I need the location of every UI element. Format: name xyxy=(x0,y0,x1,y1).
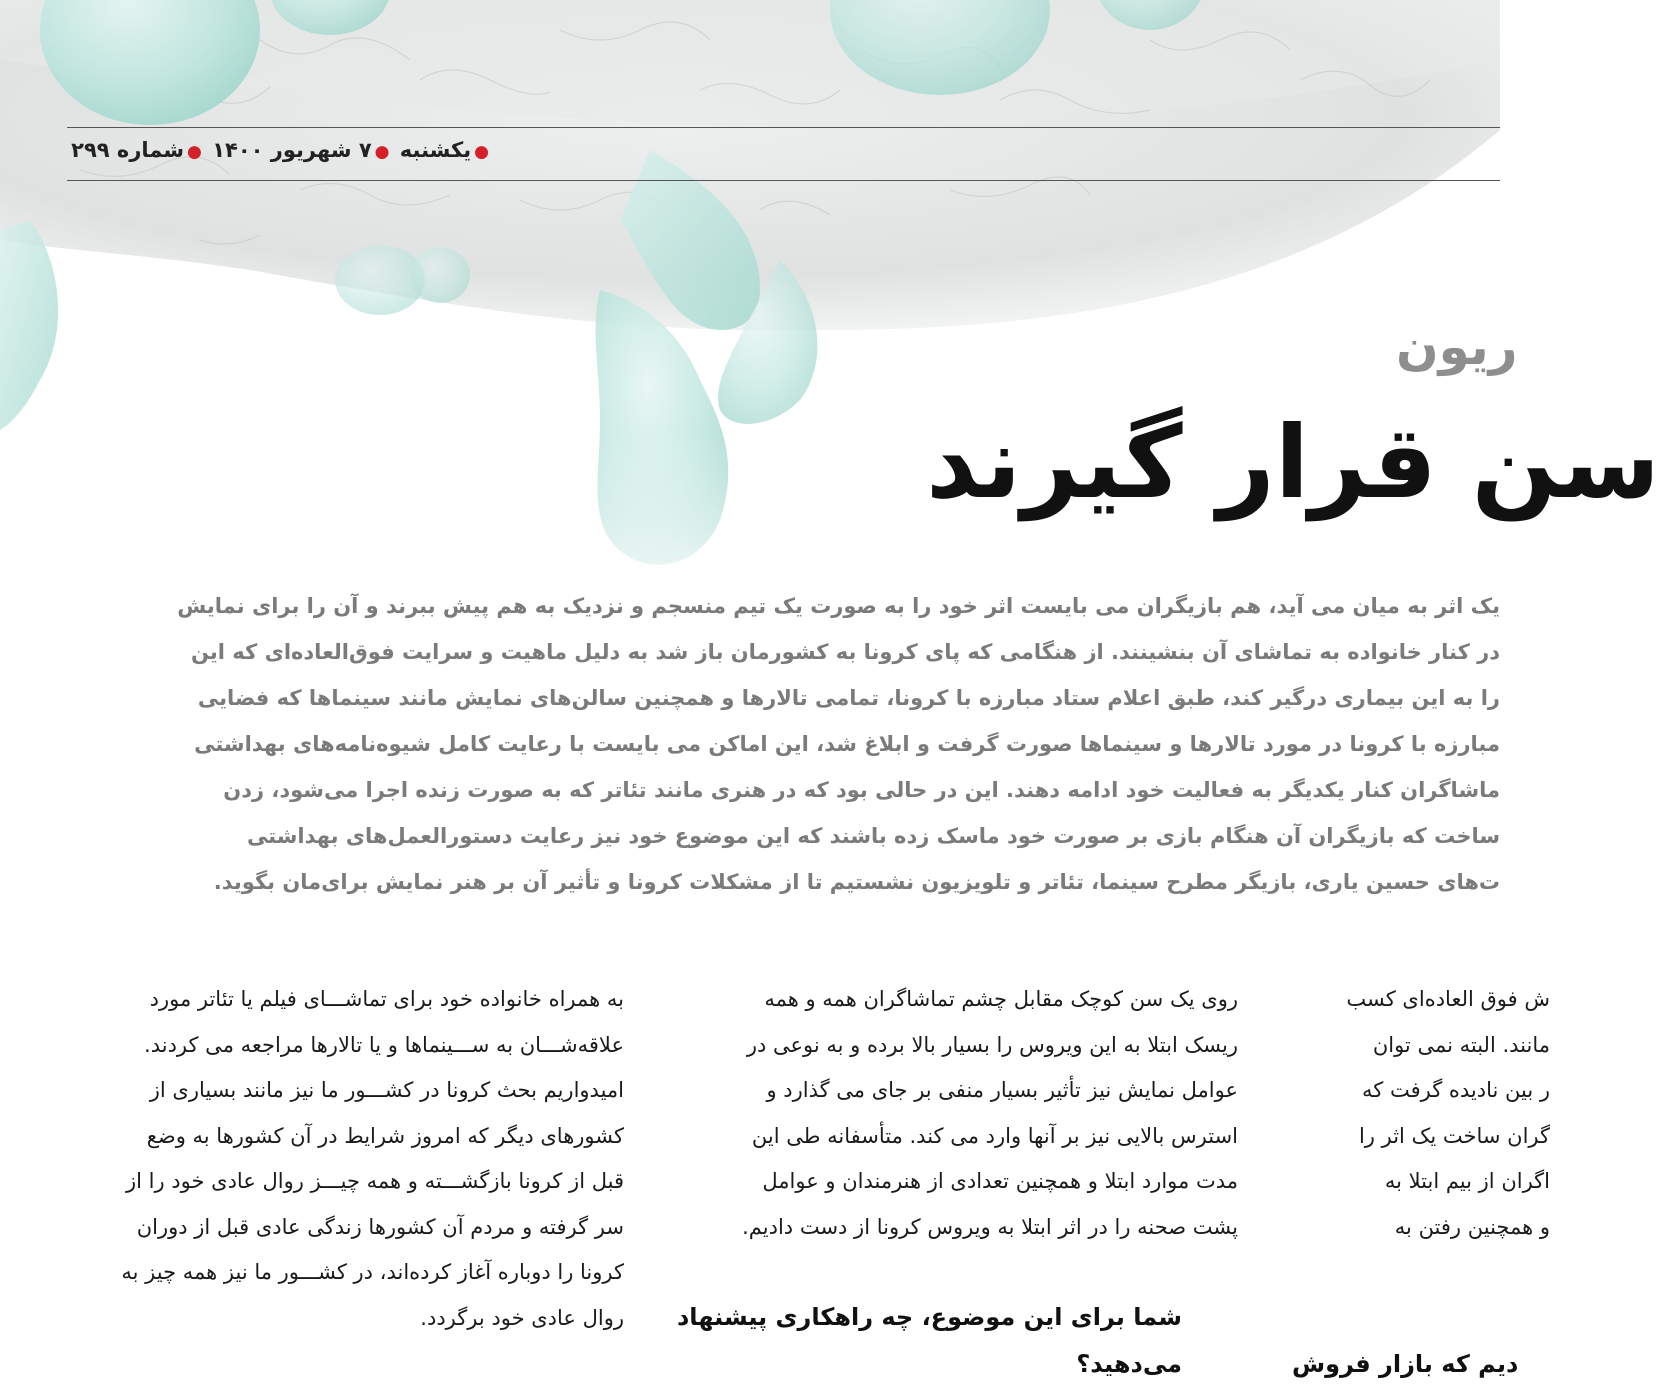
dateline-issue: شماره ۲۹۹ xyxy=(71,138,185,162)
header-rule-bottom xyxy=(67,180,1500,181)
interview-question: شما برای این موضوع، چه راهکاری پیشنهاد xyxy=(676,1303,1182,1331)
lead-line: را به این بیماری درگیر کند، طبق اعلام ستاد مبارزه با کرونا، تمامی تالارها و همچنین سالن‌های نمایش مانند سینماها که فضایی xyxy=(197,686,1500,710)
column-line: عوامل نمایش نیز تأثیر بسیار منفی بر جای می گذارد و xyxy=(766,1078,1238,1102)
column-line: مدت موارد ابتلا و همچنین تعدادی از هنرمندان و عوامل xyxy=(762,1169,1238,1193)
bullet-dot: ● xyxy=(474,142,489,162)
dateline-date: ۷ شهریور ۱۴۰۰ xyxy=(212,138,372,162)
column-line: ر بین نادیده گرفت که xyxy=(1362,1078,1550,1102)
lead-line: ماشاگران کنار یکدیگر به فعالیت خود ادامه دهند. این در حالی بود که در هنری مانند تئاتر که به صورت زنده اجرا می‌شود، زدن xyxy=(223,778,1500,802)
column-line: گران ساخت یک اثر را xyxy=(1358,1123,1550,1148)
dateline xyxy=(71,138,492,162)
column-line: ش فوق العاده‌ای کسب xyxy=(1346,987,1550,1011)
column-line: مانند. البته نمی توان xyxy=(1372,1032,1550,1057)
column-line: استرس بالایی نیز بر آنها وارد می کند. متأسفانه طی این xyxy=(751,1123,1238,1148)
bullet-dot: ● xyxy=(187,142,202,162)
header-rule-top xyxy=(67,127,1500,128)
column-line: پشت صحنه را در اثر ابتلا به ویروس کرونا از دست دادیم. xyxy=(742,1214,1238,1239)
interview-question: می‌دهید؟ xyxy=(1076,1350,1182,1378)
lead-line: ساخت که بازیگران آن هنگام بازی بر صورت خود ماسک زده باشند که این موضوع خود نیز رعایت دستورالعمل‌های بهداشتی xyxy=(246,824,1500,848)
bullet-dot: ● xyxy=(374,142,390,162)
column-middle xyxy=(681,977,1238,1250)
lead-line: مبارزه با کرونا در مورد تالارها و سینماها صورت گرفت و ابلاغ شد، این اماکن می بایست با رعایت کامل شیوه‌نامه‌های بهداشتی xyxy=(194,732,1500,756)
headline: سن قرار گیرند xyxy=(926,404,1660,521)
right-question: دیم که بازار فروش xyxy=(1292,1350,1519,1378)
virus-illustration xyxy=(0,0,1500,620)
column-line: امیدواریم بحث کرونا در کشـــور ما نیز مانند بسیاری از xyxy=(149,1078,624,1102)
lead-line: در کنار خانواده به تماشای آن بنشینند. از هنگامی که پای کرونا به کشورمان باز شد به دلیل ماهیت و سرایت فوق‌العاده‌ای که این xyxy=(191,640,1500,664)
column-right xyxy=(1290,977,1550,1250)
column-line: ریسک ابتلا به این ویروس را بسیار بالا برده و به نوعی در xyxy=(746,1032,1238,1057)
lead-line: ت‌های حسین یاری، بازیگر مطرح سینما، تئاتر و تلویزیون نشستیم تا از مشکلات کرونا و تأثیر آن بر هنر نمایش برای‌مان بگوید. xyxy=(213,870,1500,894)
column-line: کشورهای دیگر که امروز شرایط در آن کشورها به وضع xyxy=(146,1123,624,1148)
lead-paragraph xyxy=(67,583,1500,905)
column-line: سر گرفته و مردم آن کشورها زندگی عادی قبل از دوران xyxy=(136,1214,624,1239)
column-line: قبل از کرونا بازگشـــته و همه چیـــز روال عادی خود را از xyxy=(125,1169,624,1193)
column-line: روی یک سن کوچک مقابل چشم تماشاگران همه و همه xyxy=(764,987,1238,1011)
column-line: اگران از بیم ابتلا به xyxy=(1384,1169,1550,1193)
column-line: روال عادی خود برگردد. xyxy=(420,1305,624,1330)
column-left xyxy=(67,977,624,1341)
kicker: ریون xyxy=(1396,318,1518,376)
dateline-day: یکشنبه xyxy=(399,138,472,162)
column-line: و همچنین رفتن به xyxy=(1394,1214,1550,1239)
column-line: کرونا را دوباره آغاز کرده‌اند، در کشـــور ما نیز همه چیز به xyxy=(121,1260,624,1284)
column-line: علاقه‌شـــان به ســـینماها و یا تالارها مراجعه می کردند. xyxy=(144,1032,624,1057)
lead-line: یک اثر به میان می آید، هم بازیگران می بایست اثر خود را به صورت یک تیم منسجم و نزدیک به هم پیش ببرند و آن را برای نمایش xyxy=(177,594,1500,618)
column-line: به همراه خانواده خود برای تماشـــای فیلم یا تئاتر مورد xyxy=(149,987,624,1011)
